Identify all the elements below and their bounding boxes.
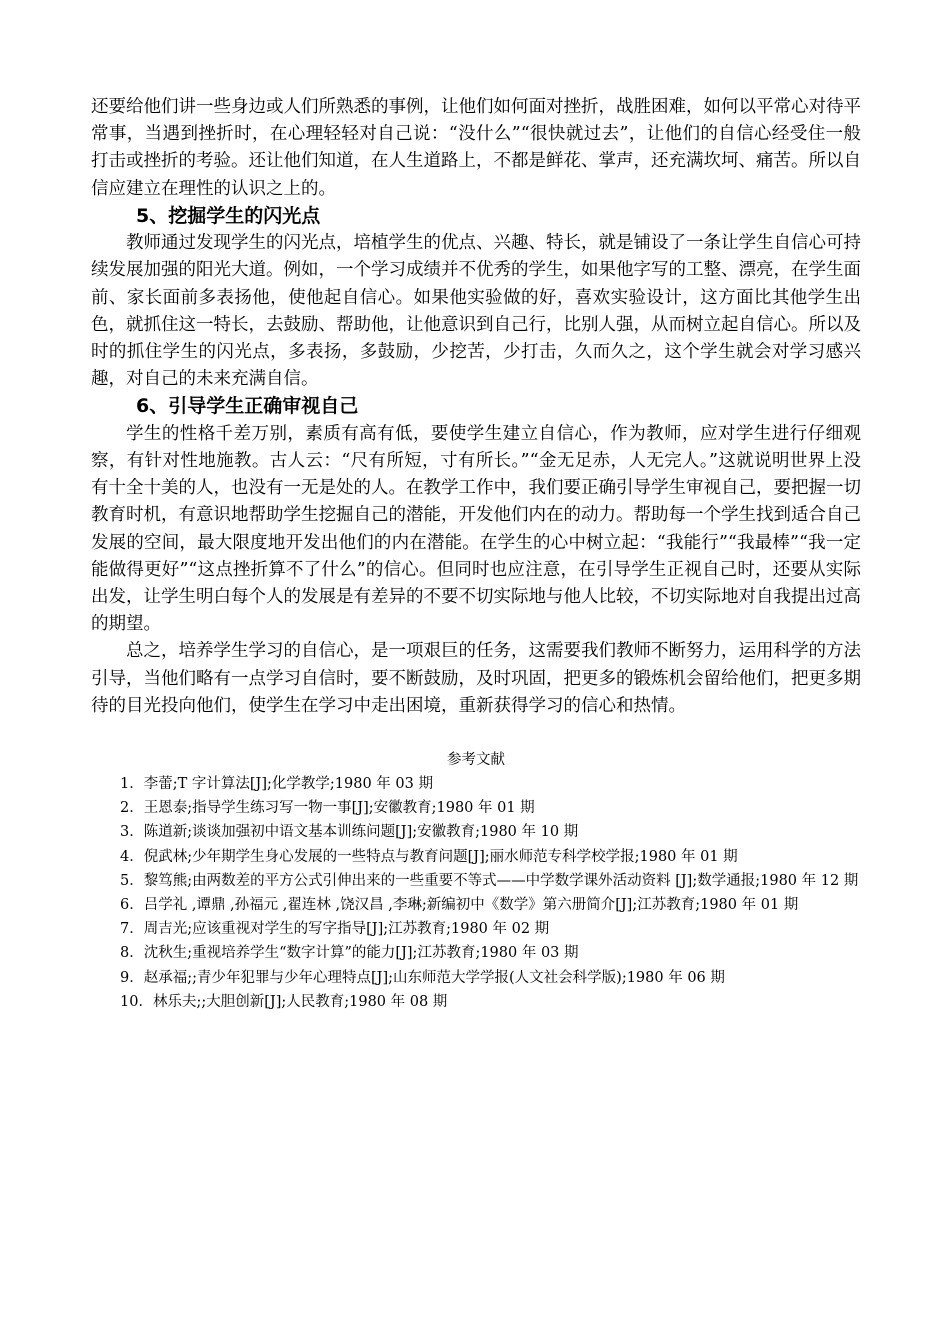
reference-item: 7．周吉光;应该重视对学生的写字指导[J];江苏教育;1980 年 02 期: [120, 921, 550, 938]
reference-item: 9．赵承福;;青少年犯罪与少年心理特点[J];山东师范大学学报(人文社会科学版);1980 年 06 期: [120, 969, 725, 986]
reference-item: 5．黎笃熊;由两数差的平方公式引伸出来的一些重要不等式——中学数学课外活动资料 [J];数学通报;1980 年 12 期: [120, 872, 859, 889]
paragraph-section-6: 学生的性格千差万别，素质有高有低，要使学生建立自信心，作为教师，应对学生进行仔细观察，有针对性地施教。古人云：“尺有所短，寸有所长。”“金无足赤，人无完人。”这就说明世界上没有十全十美的人，也没有一无是处的人。在教学工作中，我们要正确引导学生审视自己，要把握一切教育时机，有意识地帮助学生挖掘自己的潜能，开发他们内在的动力。帮助每一个学生找到适合自己发展的空间，最大限度地开发出他们的内在潜能。在学生的心中树立起：“我能行”“我最棒”“我一定能做得更好”“这点挫折算不了什么”的信心。但同时也应注意，在引导学生正视自己时，还要从实际出发，让学生明白每个人的发展是有差异的不要不切实际地与他人比较，不切实际地对自我提出过高的期望。: [91, 423, 861, 635]
reference-item: 8．沈秋生;重视培养学生“数字计算”的能力[J];江苏教育;1980 年 03 期: [120, 945, 579, 962]
reference-item: 1．李蕾;T 字计算法[J];化学教学;1980 年 03 期: [120, 776, 433, 792]
section-heading-6: 6、引导学生正确审视自己: [136, 395, 359, 418]
section-heading-5: 5、挖掘学生的闪光点: [136, 204, 321, 227]
paragraph-section-5: 教师通过发现学生的闪光点，培植学生的优点、兴趣、特长，就是铺设了一条让学生自信心可持续发展加强的阳光大道。例如，一个学习成绩并不优秀的学生，如果他字写的工整、漂亮，在学生面前、家长面前多表扬他，使他起自信心。如果他实验做的好，喜欢实验设计，这方面比其他学生出色，就抓住这一特长，去鼓励、帮助他，让他意识到自己行，比别人强，从而树立起自信心。所以及时的抓住学生的闪光点，多表扬，多鼓励，少挖苦，少打击，久而久之，这个学生就会对学习感兴趣，对自己的未来充满自信。: [91, 233, 861, 390]
reference-item: 3．陈道新;谈谈加强初中语文基本训练问题[J];安徽教育;1980 年 10 期: [120, 824, 579, 841]
reference-item: 10．林乐夫;;大胆创新[J];人民教育;1980 年 08 期: [120, 993, 448, 1010]
paragraph-continued: 还要给他们讲一些身边或人们所熟悉的事例，让他们如何面对挫折，战胜困难，如何以平常心对待平常事，当遇到挫折时，在心理轻轻对自己说：“没什么”“很快就过去”，让他们的自信心经受住一般打击或挫折的考验。还让他们知道，在人生道路上，不都是鲜花、掌声，还充满坎坷、痛苦。所以自信应建立在理性的认识之上的。: [91, 97, 861, 199]
paragraph-conclusion: 总之，培养学生学习的自信心，是一项艰巨的任务，这需要我们教师不断努力，运用科学的方法引导，当他们略有一点学习自信时，要不断鼓励，及时巩固，把更多的锻炼机会留给他们，把更多期待的目光投向他们，使学生在学习中走出困境，重新获得学习的信心和热情。: [91, 641, 861, 716]
reference-item: 4．倪武林;少年期学生身心发展的一些特点与教育问题[J];丽水师范专科学校学报;1980 年 01 期: [120, 848, 738, 865]
references-title: 参考文献: [447, 752, 505, 768]
reference-item: 2．王恩泰;指导学生练习写一物一事[J];安徽教育;1980 年 01 期: [120, 800, 535, 817]
references-section: [91, 748, 861, 1014]
document-body: [91, 94, 861, 720]
reference-item: 6．吕学礼 ,谭鼎 ,孙福元 ,翟连林 ,饶汉昌 ,李琳;新编初中《数学》第六册简介[J];江苏教育;1980 年 01 期: [120, 897, 799, 914]
